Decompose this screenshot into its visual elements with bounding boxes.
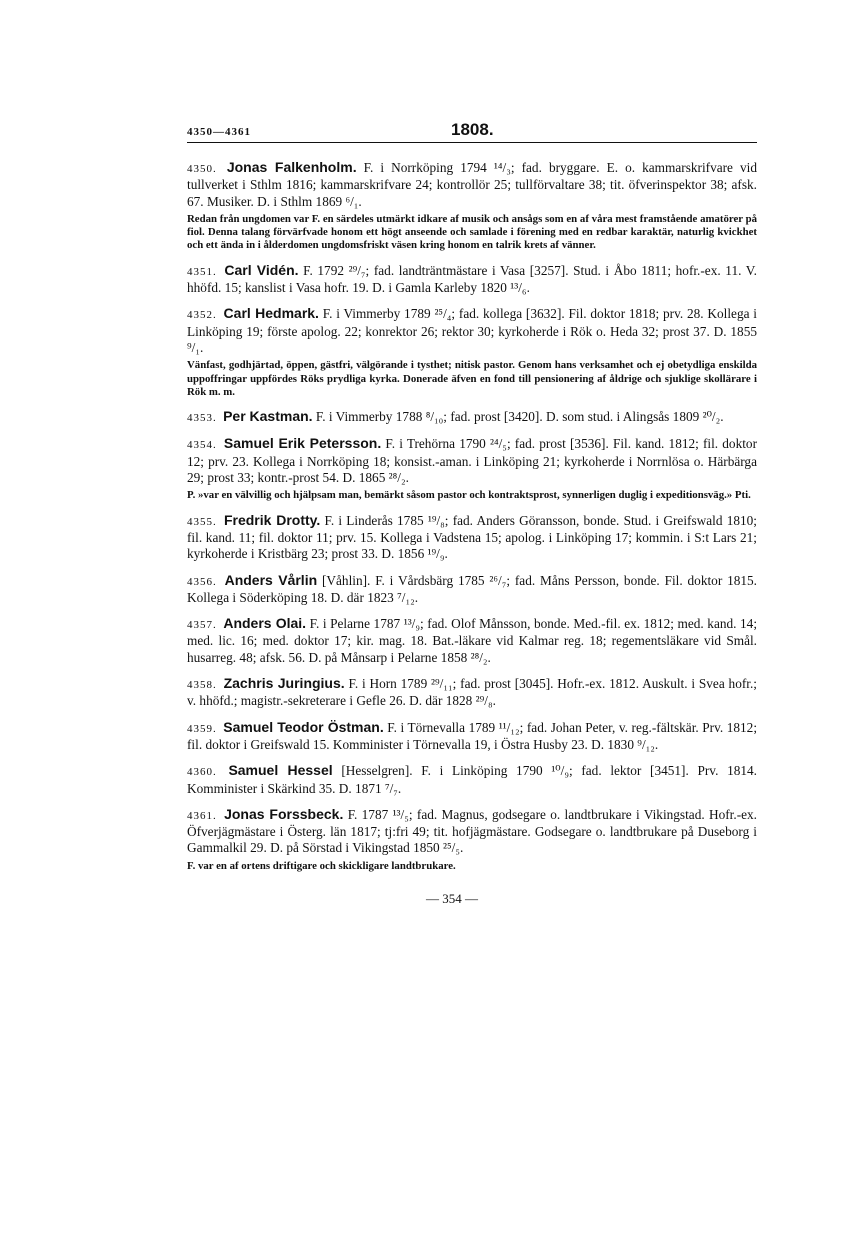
- entry-text: F. 1787 ¹³/₅; fad. Magnus, godsegare o. landtbrukare i Vikingstad. Hofr.-ex. Öfverjägmästare i Österg. län 1817; tj:fri 49; tit. hofjägmästare. Godsegare o. landtbrukare på Duseborg i Gammalkil 29. D. på Sörstad i Vikingstad 1850 ²⁵/₅.: [187, 806, 757, 856]
- entry-name: Samuel Hessel: [228, 762, 333, 779]
- entry-number: 4356.: [187, 575, 217, 588]
- entry-text: [Hesselgren]. F. i Linköping 1790 ¹⁰/₉; fad. lektor [3451]. Prv. 1814. Komminister i Skärkind 35. D. 1871 ⁷/₇.: [187, 763, 757, 796]
- entry-name: Fredrik Drotty.: [223, 511, 321, 528]
- entry-name: Jonas Forssbeck.: [224, 805, 344, 822]
- entry-number: 4350.: [187, 163, 217, 175]
- entry-name: Samuel Teodor Östman.: [223, 718, 384, 735]
- entry: [187, 159, 757, 210]
- entry: [187, 408, 757, 426]
- entry: [187, 675, 757, 710]
- entry-number: 4354.: [187, 439, 217, 452]
- entry-number: 4355.: [187, 515, 217, 528]
- entry: [187, 435, 757, 486]
- entry-note: Vänfast, godhjärtad, öppen, gästfri, välgörande i tysthet; nitisk pastor. Genom hans verksamhet och ej obetydliga enskilda uppoffringar uppfördes Röks prydliga kyrka. Donerade äfven en fond till pensionering af åldrige och sjuklige skollärare i Rök m. m.: [187, 359, 757, 398]
- entry-name: Anders Olai.: [223, 615, 307, 632]
- entry-text: F. 1792 ²⁹/₇; fad. landträntmästare i Vasa [3257]. Stud. i Åbo 1811; hofr.-ex. 11. V. hhöfd. 15; kanslist i Vasa hofr. 19. D. i Gamla Karleby 1820 ¹³/₆.: [187, 262, 757, 296]
- entry-name: Carl Hedmark.: [223, 305, 319, 322]
- entry-name: Carl Vidén.: [224, 261, 299, 278]
- entry-name: Zachris Juringius.: [223, 675, 345, 692]
- entry: [187, 719, 757, 754]
- page-year: 1808.: [451, 120, 494, 139]
- entry-text: [Våhlin]. F. i Vårdsbärg 1785 ²⁶/₇; fad. Måns Persson, bonde. Fil. doktor 1815. Kollega i Söderköping 18. D. där 1823 ⁷/₁₂.: [187, 572, 758, 605]
- entry-text: F. i Trehörna 1790 ²⁴/₅; fad. prost [3536]. Fil. kand. 1812; fil. doktor 12; prv. 23. Kollega i Norrköping 18; konsist.-aman. i Linköping 21; kyrkoherde i Norrnlösa o. Härbärga 29; prost 33; kontr.-prost 54. D. 1865 ²⁸/₂.: [187, 436, 758, 486]
- page-header: [187, 118, 757, 143]
- entry-number: 4358.: [187, 679, 217, 692]
- entry-name: Samuel Erik Petersson.: [223, 435, 382, 452]
- entry-text: F. i Norrköping 1794 ¹⁴/₃; fad. bryggare. E. o. kammarskrifvare vid tullverket i Sthlm 1816; kammarskrifvare 24; kontrollör 25; tullförvaltare 38; tit. öfverinspektor 38; afsk. 67. Musiker. D. i Sthlm 1869 ⁶/₁.: [187, 160, 757, 209]
- document-page: [187, 118, 757, 907]
- entry-note: Redan från ungdomen var F. en särdeles utmärkt idkare af musik och ansågs som en af våra mest framstående amatörer på fiol. Denna talang förvärfvade honom ett högt anseende och samlade i förening med en redbar karaktär, naturlig kvickhet och ett ända in i ålderdomen ungdomsfriskt väsen kring honom en talrik krets af vänner.: [187, 212, 757, 252]
- entry-number: 4361.: [187, 809, 217, 822]
- entry-number: 4353.: [187, 412, 217, 425]
- entry: [187, 762, 757, 797]
- entry-note: F. var en af ortens driftigare och skickligare landtbrukare.: [187, 859, 456, 872]
- entry-name: Jonas Falkenholm.: [226, 159, 357, 175]
- entry-text: F. i Pelarne 1787 ¹³/₉; fad. Olof Månsson, bonde. Med.-fil. ex. 1812; med. kand. 14; med. lic. 16; med. doktor 17; kir. mag. 18. Bat.-läkare vid Kalmar reg. 18; regementsläkare vid Smål. husarreg. 48; afsk. 56. D. på Månsarp i Pelarne 1858 ²⁸/₂.: [187, 616, 758, 665]
- entry-note: P. »var en välvillig och hjälpsam man, bemärkt såsom pastor och kontraktsprost, synnerligen duglig i expeditionsväg.» Pti.: [187, 489, 751, 502]
- entry: [187, 806, 757, 857]
- entry: [187, 512, 757, 563]
- entry-number: 4352.: [187, 309, 217, 322]
- entry-text: F. i Vimmerby 1788 ⁸/₁₀; fad. prost [3420]. D. som stud. i Alingsås 1809 ²⁰/₂.: [315, 409, 724, 425]
- entry-number: 4357.: [187, 619, 217, 632]
- entry: [187, 572, 757, 607]
- entry-range: 4350—4361: [187, 126, 251, 138]
- entry: [187, 262, 757, 297]
- entry-name: Per Kastman.: [223, 408, 313, 425]
- entry: [187, 305, 757, 356]
- entry-text: F. i Horn 1789 ²⁹/₁₁; fad. prost [3045]. Hofr.-ex. 1812. Auskult. i Svea hofr.; v. hhöfd.; magistr.-sekreterare i Gefle 26. D. där 1828 ²⁹/₈.: [187, 676, 757, 709]
- entry-number: 4359.: [187, 722, 217, 735]
- entry-number: 4351.: [187, 265, 217, 278]
- entry-text: F. i Törnevalla 1789 ¹¹/₁₂; fad. Johan Peter, v. reg.-fältskär. Prv. 1812; fil. doktor i Greifswald 15. Komminister i Törnevalla 19, i Östra Husby 23. D. 1830 ⁹/₁₂.: [187, 719, 758, 752]
- page-number: — 354 —: [426, 890, 478, 906]
- entry: [187, 615, 757, 666]
- entry-text: F. i Vimmerby 1789 ²⁵/₄; fad. kollega [3632]. Fil. doktor 1818; prv. 28. Kollega i Linköping 19; förste apolog. 22; konrektor 26; rektor 30; kyrkoherde i Rök o. Heda 32; prost 37. D. 1855 ⁹/₁.: [187, 306, 757, 355]
- entry-text: F. i Linderås 1785 ¹⁹/₈; fad. Anders Göransson, bonde. Stud. i Greifswald 1810; fil. kand. 11; fil. doktor 11; prv. 15. Kollega i Vadstena 15; apolog. i Linköping 17; kommin. i S:t Lars 21; kyrkoherde i Kristbärg 23; prost 33. D. 1856 ¹⁹/₉.: [187, 512, 757, 562]
- entry-number: 4360.: [187, 766, 217, 779]
- entry-name: Anders Vårlin: [224, 571, 318, 588]
